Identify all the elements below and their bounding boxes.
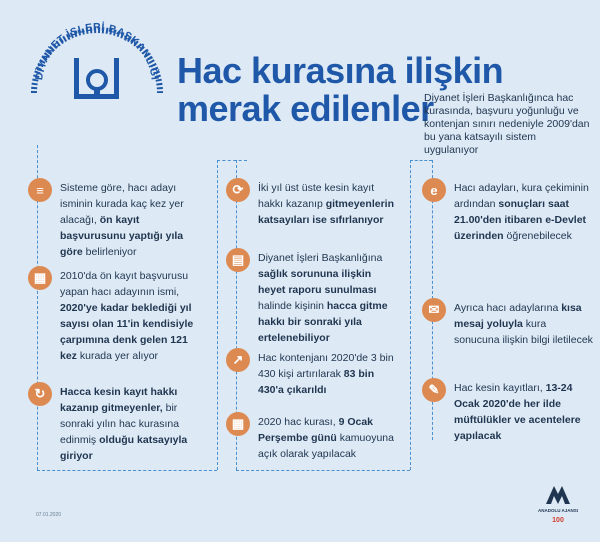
body-text: kura sonucuna ilişkin bilgi iletilecek: [454, 318, 593, 346]
connector-line: [236, 470, 410, 471]
info-text: [454, 300, 594, 348]
highlight-text: Hacca kesin kayıt hakkı kazanıp gitmeyenler,: [60, 386, 178, 414]
highlight-text: hacca gitme hakkı bir sonraki yıla ertelenebiliyor: [258, 300, 388, 344]
growth-chart-icon: ↗: [226, 348, 250, 372]
svg-text:DİYANET İŞLERİ BAŞKANLIĞI: DİYANET İŞLERİ BAŞKANLIĞI: [33, 21, 161, 81]
svg-text:100: 100: [552, 517, 564, 524]
connector-line: [217, 160, 247, 161]
e-devlet-icon: e: [422, 178, 446, 202]
highlight-text: olduğu katsayıyla giriyor: [60, 434, 188, 462]
highlight-text: sağlık sorununa ilişkin heyet raporu sunulması: [258, 268, 377, 296]
info-text: [454, 180, 594, 244]
connector-line: [37, 470, 217, 471]
body-text: 2010'da ön kayıt başvurusu yapan hacı adayının ismi,: [60, 270, 189, 298]
anadolu-ajansi-logo: [537, 482, 579, 530]
highlight-text: kısa mesaj yoluyla: [454, 302, 582, 330]
refresh-icon: ⟳: [226, 178, 250, 202]
body-text: Diyanet İşleri Başkanlığına: [258, 252, 383, 264]
body-text: Hac kesin kayıtları,: [454, 382, 546, 394]
highlight-text: 2020'ye kadar beklediği yıl sayısı olan 11'in kendisiyle çarpımına denk gelen 121 kez: [60, 302, 194, 362]
body-text: İki yıl üst üste kesin kayıt hakkı kazanıp: [258, 182, 375, 210]
body-text: Sisteme göre, hacı adayı isminin kurada kaç kez yer alacağı,: [60, 182, 184, 226]
connector-line: [217, 160, 218, 470]
body-text: kurada yer alıyor: [76, 350, 159, 362]
info-text: [258, 350, 398, 398]
connector-line: [410, 160, 432, 161]
calendar-date-icon: ▦: [226, 412, 250, 436]
page-title: Hac kurasına ilişkin merak edilenler: [177, 50, 504, 129]
report-icon: ▤: [226, 248, 250, 272]
intro-text: Diyanet İşleri Başkanlığınca hac kurasında, başvuru yoğunluğu ve kontenjan sınırı nedeniyle 2009'dan bu yana katsayılı sistem uygulanıyor: [424, 92, 590, 156]
body-text: Ayrıca hacı adaylarına: [454, 302, 562, 314]
highlight-text: ön kayıt başvurusunu yaptığı yıla göre: [60, 214, 184, 258]
calendar-icon: ▦: [28, 266, 52, 290]
highlight-text: gitmeyenlerin katsayıları ise sıfırlanıyor: [258, 198, 394, 226]
document-icon: ≡: [28, 178, 52, 202]
info-text: [258, 250, 398, 346]
highlight-text: 83 bin 430'a çıkarıldı: [258, 368, 375, 396]
reset-icon: ↻: [28, 382, 52, 406]
info-text: [258, 180, 398, 228]
body-text: kamuoyuna açık olarak yapılacak: [258, 432, 394, 460]
body-text: halinde kişinin: [258, 300, 327, 312]
svg-text:ANADOLU AJANSI: ANADOLU AJANSI: [537, 508, 579, 513]
highlight-text: sonuçları saat 21.00'den itibaren e-Devlet üzerinden: [454, 198, 587, 242]
info-text: [60, 268, 200, 364]
info-text: [60, 384, 200, 464]
pen-form-icon: ✎: [422, 378, 446, 402]
body-text: Hac kontenjanı 2020'de 3 bin 430 kişi artırılarak: [258, 352, 394, 380]
body-text: Hacı adayları, kura çekiminin ardından: [454, 182, 589, 210]
body-text: bir sonraki yılın hac kurasına edinmiş: [60, 402, 180, 446]
highlight-text: 13-24 Ocak 2020'de her ilde müftülükler ve acentelere yapılacak: [454, 382, 581, 442]
info-text: [60, 180, 200, 260]
envelope-icon: ✉: [422, 298, 446, 322]
info-text: [454, 380, 594, 444]
connector-line: [410, 160, 411, 470]
info-text: [258, 414, 398, 462]
footer-date: 07.01.2020: [36, 512, 62, 518]
diyanet-logo: [22, 18, 172, 153]
body-text: belirleniyor: [82, 246, 137, 258]
body-text: öğrenebilecek: [503, 230, 572, 242]
highlight-text: 9 Ocak Perşembe günü: [258, 416, 374, 444]
body-text: 2020 hac kurası,: [258, 416, 339, 428]
